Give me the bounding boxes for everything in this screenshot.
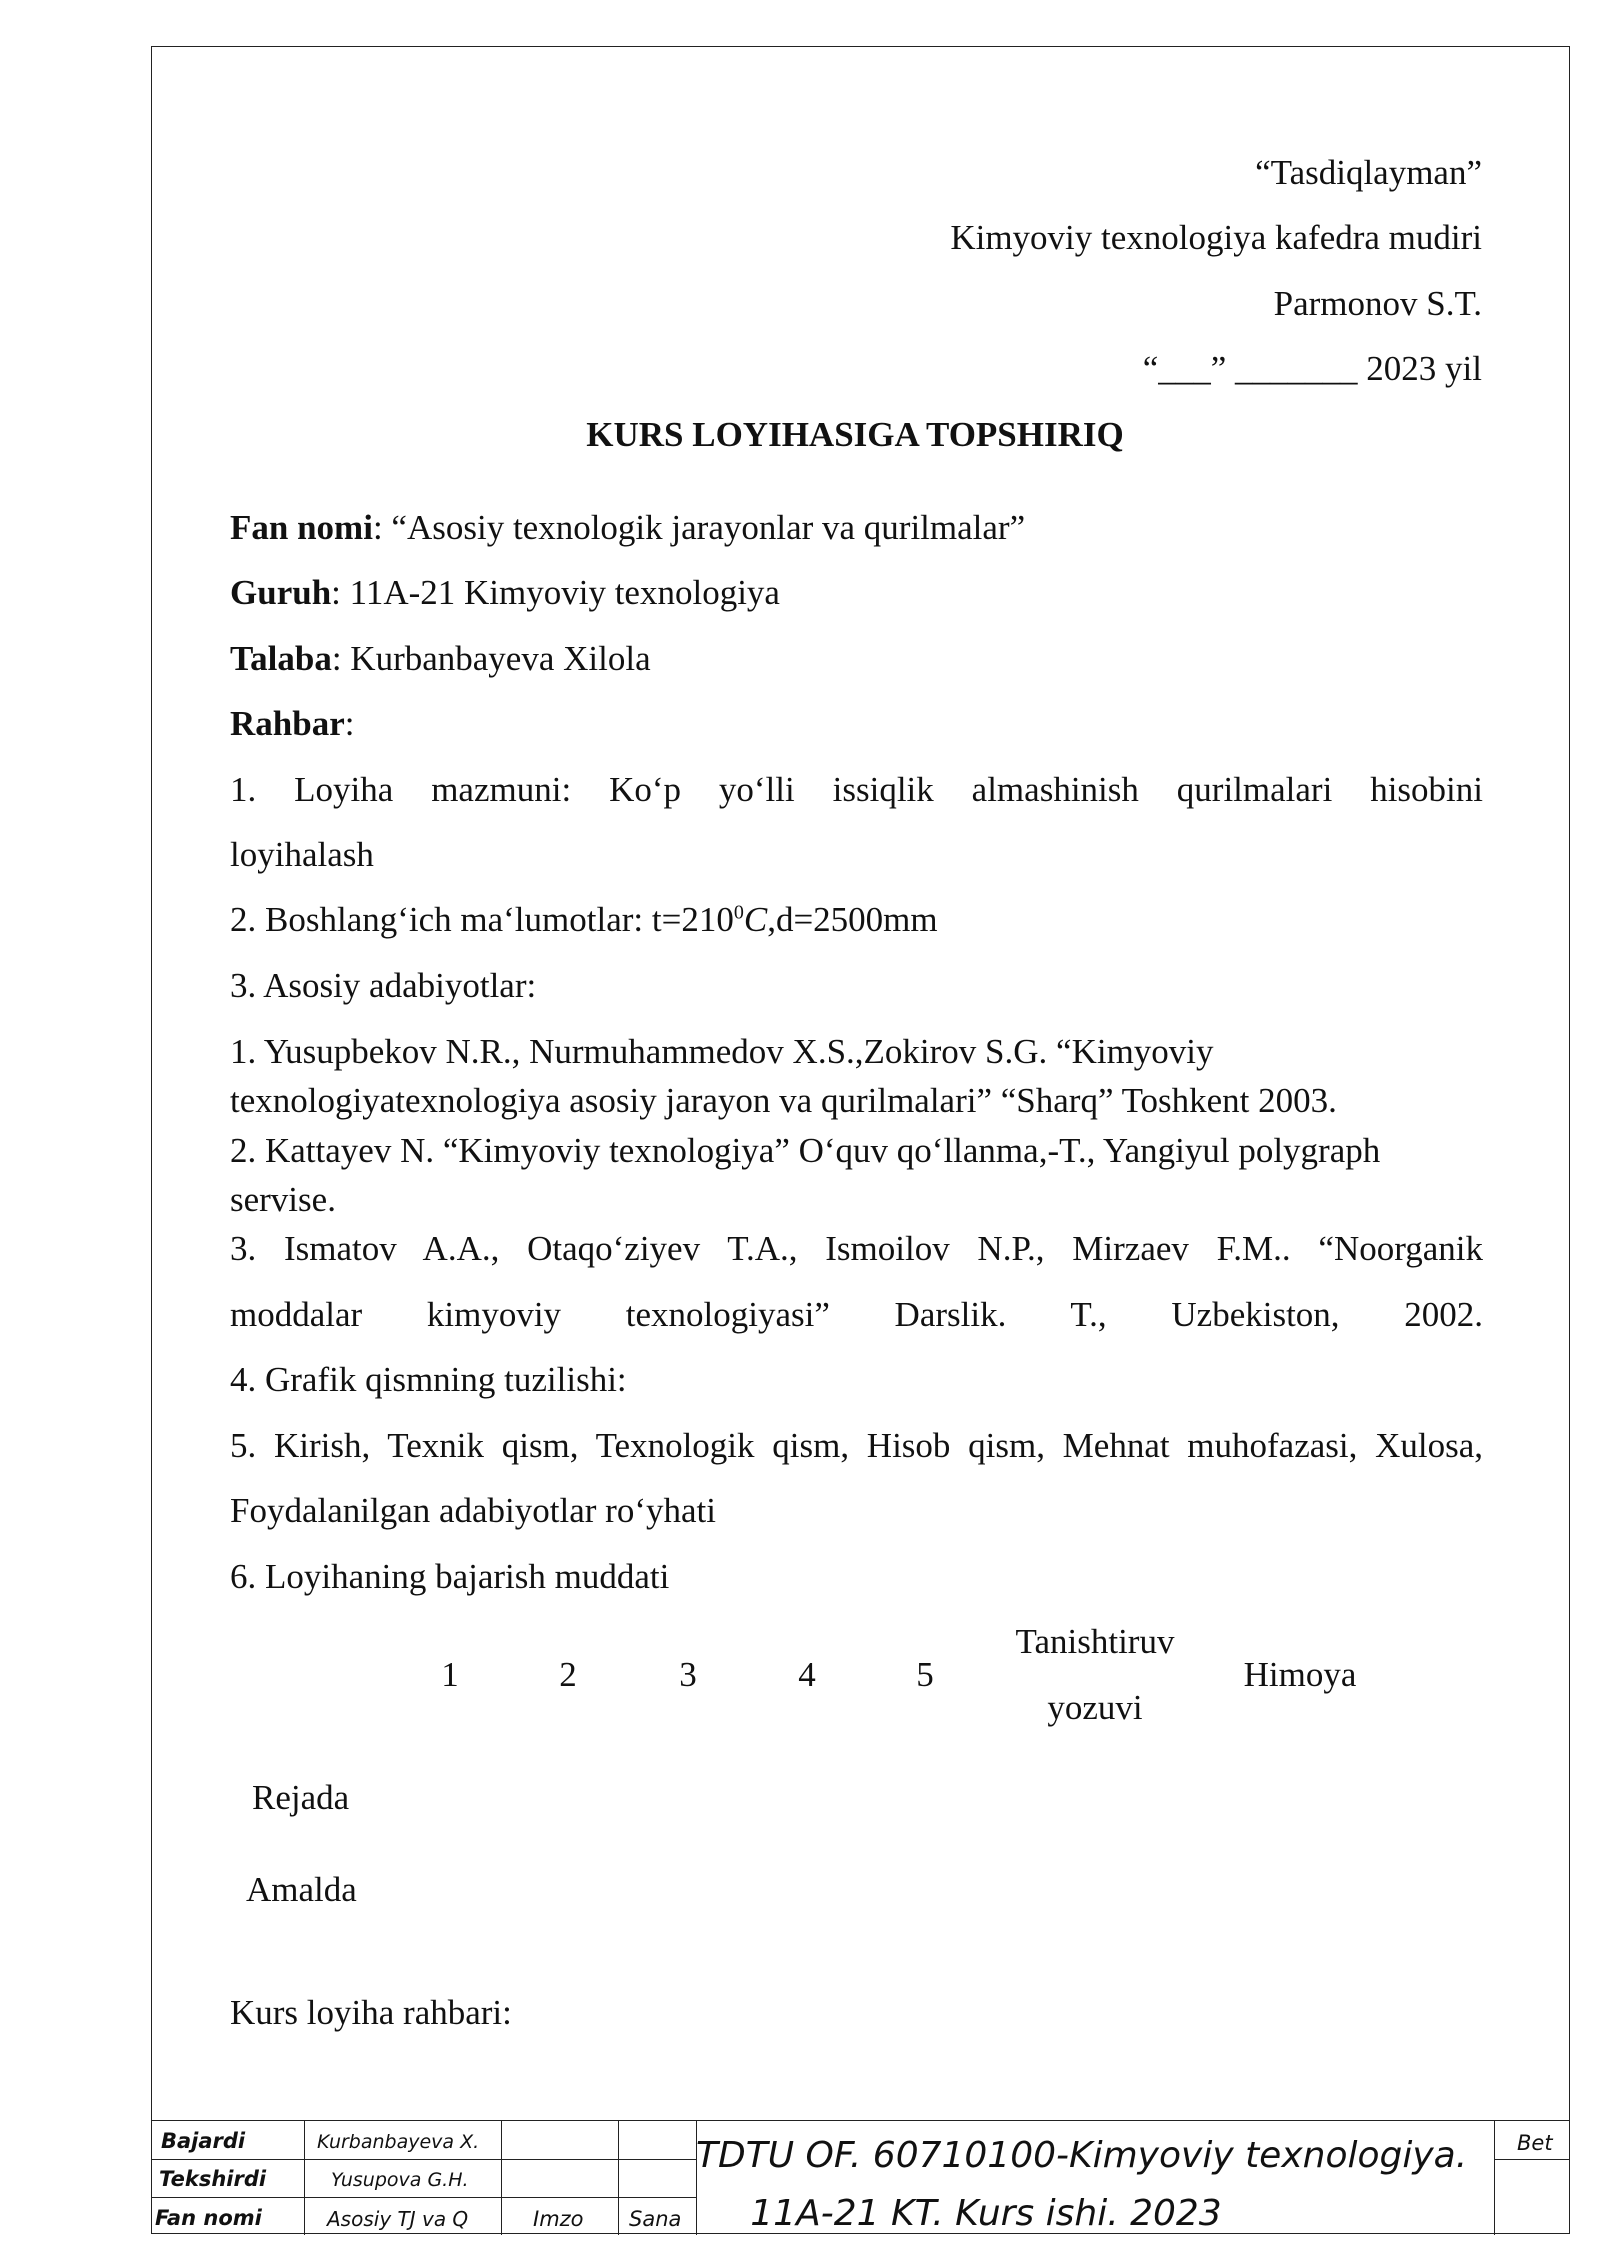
fan-value: : “Asosiy texnologik jarayonlar va qurilmalar” [372,508,1026,547]
stamp-doc-line1: TDTU OF. 60710100-Kimyoviy texnologiya. [696,2135,1468,2176]
stamp-fan-label: Fan nomi [155,2206,262,2230]
stamp-bet: Bet [1517,2131,1553,2155]
adabiyot-heading: 3. Asosiy adabiyotlar: [230,966,537,1005]
stamp-imzo: Imzo [533,2207,584,2231]
title-block [151,2120,1570,2234]
stamp-bajardi-value: Kurbanbayeva X. [317,2131,480,2153]
page-title: KURS LOYIHASIGA TOPSHIRIQ [586,415,1124,454]
stamp-tekshirdi-value: Yusupova G.H. [331,2169,469,2191]
approval-name: Parmonov S.T. [1273,284,1482,323]
schedule-col-tanish-line2: yozuvi [1047,1688,1143,1727]
schedule-col-tanish-line1: Tanishtiruv [1015,1622,1175,1661]
mazmun-line2: loyihalash [230,835,374,874]
schedule-col-himoya: Himoya [1243,1655,1357,1694]
field-rahbar [230,704,354,744]
stamp-bajardi-label: Bajardi [161,2129,246,2153]
field-guruh [230,573,780,613]
boshlang-unit: C [743,900,768,939]
fan-label: Fan nomi [230,508,373,547]
talaba-label: Talaba [230,639,332,678]
boshlang-line [230,900,938,940]
rahbar-value: : [344,704,355,743]
ref2-line1: 2. Kattayev N. “Kimyoviy texnologiya” O‘quv qo‘llanma,-T., Yangiyul polygraph [230,1131,1381,1170]
field-talaba [230,639,651,679]
schedule-row-amalda: Amalda [246,1870,357,1909]
ref3-line1: 3. Ismatov A.A., Otaqo‘ziyev T.A., Ismoilov N.P., Mirzaev F.M.. “Noorganik [230,1229,1483,1268]
stamp-tekshirdi-label: Tekshirdi [159,2167,267,2191]
ref1-line2: texnologiyatexnologiya asosiy jarayon va qurilmalari” “Sharq” Toshkent 2003. [230,1081,1337,1120]
schedule-col-2: 2 [559,1655,577,1694]
stamp-sana: Sana [629,2207,682,2231]
mazmun-line1: 1. Loyiha mazmuni: Ko‘p yo‘lli issiqlik almashinish qurilmalari hisobini [230,770,1483,809]
approval-heading: “Tasdiqlayman” [1255,153,1482,192]
talaba-value: : Kurbanbayeva Xilola [331,639,651,678]
schedule-col-1: 1 [441,1655,459,1694]
schedule-col-3: 3 [679,1655,697,1694]
approval-position: Kimyoviy texnologiya kafedra mudiri [950,218,1482,257]
ref2-line2: servise. [230,1180,336,1219]
muddat-heading: 6. Loyihaning bajarish muddati [230,1557,670,1596]
guruh-value: : 11A-21 Kimyoviy texnologiya [331,573,780,612]
schedule-row-rejada: Rejada [252,1778,350,1817]
stamp-doc-line2: 11A-21 KT. Kurs ishi. 2023 [750,2193,1222,2234]
schedule-col-5: 5 [916,1655,934,1694]
ref3-line2: moddalar kimyoviy texnologiyasi” Darslik. T., Uzbekiston, 2002. [230,1295,1483,1334]
boshlang-suffix: ,d=2500mm [767,900,938,939]
boshlang-sup: 0 [733,901,744,924]
stamp-fan-value: Asosiy TJ va Q [327,2207,469,2231]
struct-line1: 5. Kirish, Texnik qism, Texnologik qism, Hisob qism, Mehnat muhofazasi, Xulosa, [230,1426,1483,1465]
ref1-line1: 1. Yusupbekov N.R., Nurmuhammedov X.S.,Zokirov S.G. “Kimyoviy [230,1032,1214,1071]
boshlang-prefix: 2. Boshlang‘ich ma‘lumotlar: t=210 [230,900,734,939]
rahbar-label: Rahbar [230,704,345,743]
approval-date: “___” _______ 2023 yil [1142,349,1482,388]
guruh-label: Guruh [230,573,332,612]
schedule-col-4: 4 [798,1655,816,1694]
field-fan [230,508,1025,548]
struct-line2: Foydalanilgan adabiyotlar ro‘yhati [230,1491,716,1530]
supervisor-label: Kurs loyiha rahbari: [230,1993,512,2032]
grafik-heading: 4. Grafik qismning tuzilishi: [230,1360,627,1399]
